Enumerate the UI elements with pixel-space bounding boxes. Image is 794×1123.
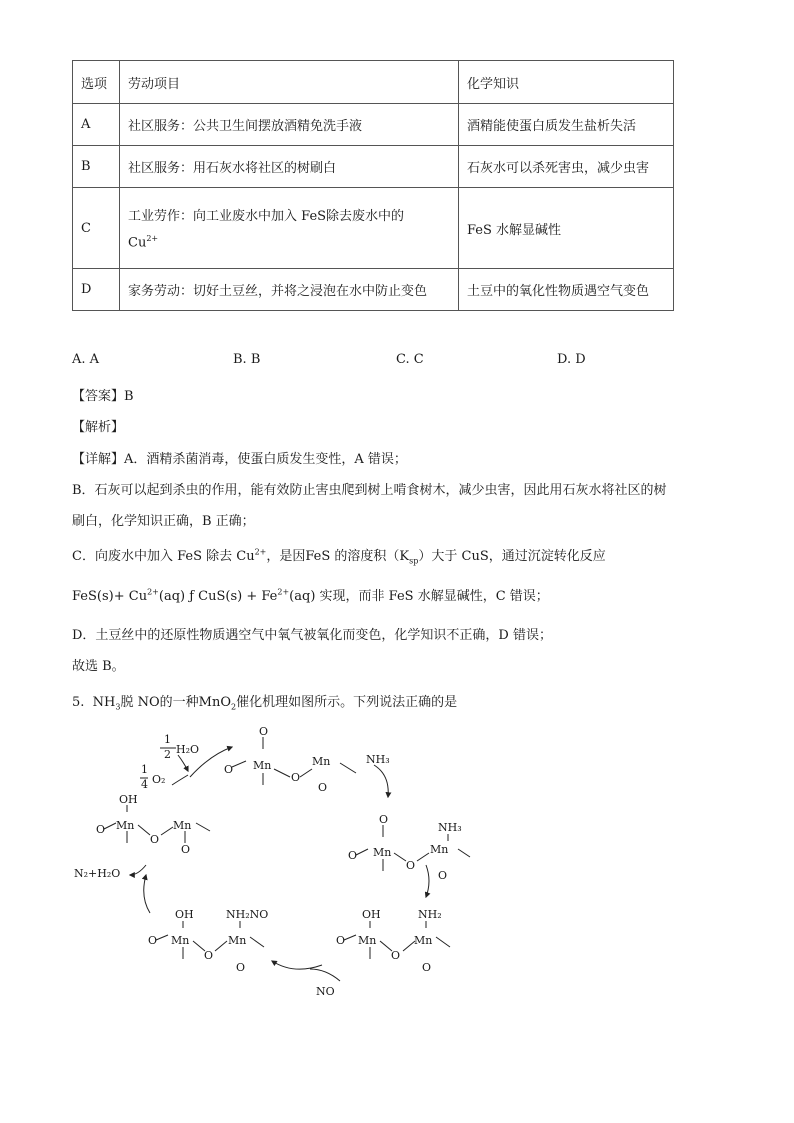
oxygen-atom: O bbox=[318, 781, 328, 794]
header-knowledge: 化学知识 bbox=[459, 61, 674, 104]
row-task-line1: 工业劳作：向工业废水中加入 FeS除去废水中的 bbox=[128, 209, 405, 225]
oxygen-atom: O bbox=[348, 849, 358, 862]
options-table bbox=[72, 60, 674, 311]
fraction-numerator: 1 bbox=[141, 763, 148, 776]
header-task: 劳动项目 bbox=[120, 61, 459, 104]
row-option: D bbox=[73, 269, 120, 311]
oxygen-atom: O bbox=[148, 934, 158, 947]
detail-a: A．酒精杀菌消毒，使蛋白质发生变性，A 错误； bbox=[124, 452, 407, 467]
oxygen-atom: O bbox=[204, 949, 214, 962]
cu-symbol: Cu bbox=[128, 235, 147, 251]
choice-c: C. C bbox=[396, 352, 424, 367]
nitric-oxide-label: NO bbox=[316, 985, 335, 998]
row-option: B bbox=[73, 146, 120, 188]
row-option: C bbox=[73, 188, 120, 269]
ksp-subscript: sp bbox=[409, 556, 419, 566]
row-task: 家务劳动：切好土豆丝，并将之浸泡在水中防止变色 bbox=[120, 269, 459, 311]
equation-text: (aq) ƒ CuS(s) + Fe bbox=[158, 589, 278, 604]
hydroxyl-label: OH bbox=[119, 793, 138, 806]
detail-c-text: ）大于 CuS，通过沉淀转化反应 bbox=[418, 549, 606, 564]
choice-a: A. A bbox=[72, 352, 100, 367]
manganese-atom: Mn bbox=[358, 934, 377, 947]
row-knowledge: 石灰水可以杀死害虫，减少虫害 bbox=[459, 146, 674, 188]
nh2no-label: NH₂NO bbox=[226, 908, 269, 921]
row-knowledge: FeS 水解显碱性 bbox=[459, 188, 674, 269]
fraction-numerator: 1 bbox=[164, 733, 171, 746]
oxygen-atom: O bbox=[224, 763, 234, 776]
manganese-atom: Mn bbox=[116, 819, 135, 832]
manganese-atom: Mn bbox=[171, 934, 190, 947]
row-task-line2 bbox=[128, 234, 450, 250]
mno2-formula: MnO bbox=[198, 695, 231, 710]
products-label: N₂+H₂O bbox=[74, 867, 121, 880]
subscript: 3 bbox=[115, 702, 121, 712]
charge-superscript: 2+ bbox=[254, 547, 267, 557]
oxygen-atom: O bbox=[259, 725, 269, 738]
detail-a-line bbox=[72, 448, 407, 467]
detail-c-text: ，是因FeS 的溶度积（K bbox=[266, 549, 410, 564]
question-number: 5. bbox=[72, 695, 85, 710]
detail-b-line2: 刷白，化学知识正确，B 正确； bbox=[72, 514, 255, 529]
manganese-atom: Mn bbox=[228, 934, 247, 947]
row-task: 社区服务：公共卫生间摆放酒精免洗手液 bbox=[120, 104, 459, 146]
hydroxyl-label: OH bbox=[362, 908, 381, 921]
oxygen-atom: O bbox=[96, 823, 106, 836]
catalytic-mechanism-diagram bbox=[60, 725, 480, 1010]
oxygen-atom: O bbox=[422, 961, 432, 974]
oxygen-atom: O bbox=[336, 934, 346, 947]
answer-tag: 【答案】 bbox=[72, 389, 125, 404]
row-task: 社区服务：用石灰水将社区的树刷白 bbox=[120, 146, 459, 188]
manganese-atom: Mn bbox=[173, 819, 192, 832]
manganese-atom: Mn bbox=[430, 843, 449, 856]
manganese-atom: Mn bbox=[414, 934, 433, 947]
row-task bbox=[120, 188, 459, 269]
choice-d: D. D bbox=[557, 352, 586, 367]
analysis-tag: 【解析】 bbox=[72, 420, 125, 435]
oxygen-atom: O bbox=[181, 843, 191, 856]
subscript: 2 bbox=[231, 702, 237, 712]
charge-superscript: 2+ bbox=[146, 234, 159, 244]
table-header-row bbox=[73, 61, 674, 104]
row-knowledge: 土豆中的氧化性物质遇空气变色 bbox=[459, 269, 674, 311]
table-row bbox=[73, 104, 674, 146]
equation-text: (aq) 实现，而非 FeS 水解显碱性，C 错误； bbox=[289, 589, 549, 604]
manganese-atom: Mn bbox=[253, 759, 272, 772]
manganese-atom: Mn bbox=[373, 846, 392, 859]
charge-superscript: 2+ bbox=[147, 587, 159, 597]
manganese-atom: Mn bbox=[312, 755, 331, 768]
oxygen-atom: O bbox=[291, 771, 301, 784]
detail-c-line2 bbox=[72, 585, 549, 604]
fraction-denominator: 2 bbox=[164, 748, 171, 761]
oxygen-atom: O bbox=[438, 869, 448, 882]
amino-label: NH₂ bbox=[418, 908, 442, 921]
oxygen-atom: O bbox=[406, 859, 416, 872]
fraction-denominator: 4 bbox=[141, 778, 148, 791]
hydroxyl-label: OH bbox=[175, 908, 194, 921]
detail-tag: 【详解】 bbox=[72, 452, 125, 467]
charge-superscript: 2+ bbox=[277, 587, 290, 597]
row-option: A bbox=[73, 104, 120, 146]
detail-c-line1 bbox=[72, 545, 606, 566]
detail-c-text: C．向废水中加入 FeS 除去 Cu bbox=[72, 549, 255, 564]
conclusion-line: 故选 B。 bbox=[72, 659, 125, 674]
question-text: 脱 NO的一种 bbox=[120, 695, 199, 710]
detail-b-line1: B．石灰可以起到杀虫的作用，能有效防止害虫爬到树上啃食树木，减少虫害，因此用石灰水将社区的树 bbox=[72, 483, 667, 498]
answer-value: B bbox=[124, 389, 134, 404]
table-row bbox=[73, 269, 674, 311]
row-knowledge: 酒精能使蛋白质发生盐析失活 bbox=[459, 104, 674, 146]
water-label: H₂O bbox=[176, 743, 200, 756]
ammonia-label: NH₃ bbox=[438, 821, 462, 834]
question-5-stem bbox=[72, 691, 457, 712]
oxygen-atom: O bbox=[391, 949, 401, 962]
equation-text: FeS(s)+ Cu bbox=[72, 589, 148, 604]
answer-line bbox=[72, 385, 134, 404]
ammonia-label: NH₃ bbox=[366, 753, 390, 766]
oxygen-atom: O bbox=[379, 813, 389, 826]
oxygen-atom: O bbox=[236, 961, 246, 974]
header-option: 选项 bbox=[73, 61, 120, 104]
oxygen-atom: O bbox=[150, 833, 160, 846]
table-row bbox=[73, 188, 674, 269]
nh3-formula: NH bbox=[92, 695, 116, 710]
table-row bbox=[73, 146, 674, 188]
choice-b: B. B bbox=[233, 352, 261, 367]
detail-d-line: D．土豆丝中的还原性物质遇空气中氧气被氧化而变色，化学知识不正确，D 错误； bbox=[72, 628, 552, 643]
question-text: 催化机理如图所示。下列说法正确的是 bbox=[236, 695, 458, 710]
oxygen-label: O₂ bbox=[152, 773, 166, 786]
